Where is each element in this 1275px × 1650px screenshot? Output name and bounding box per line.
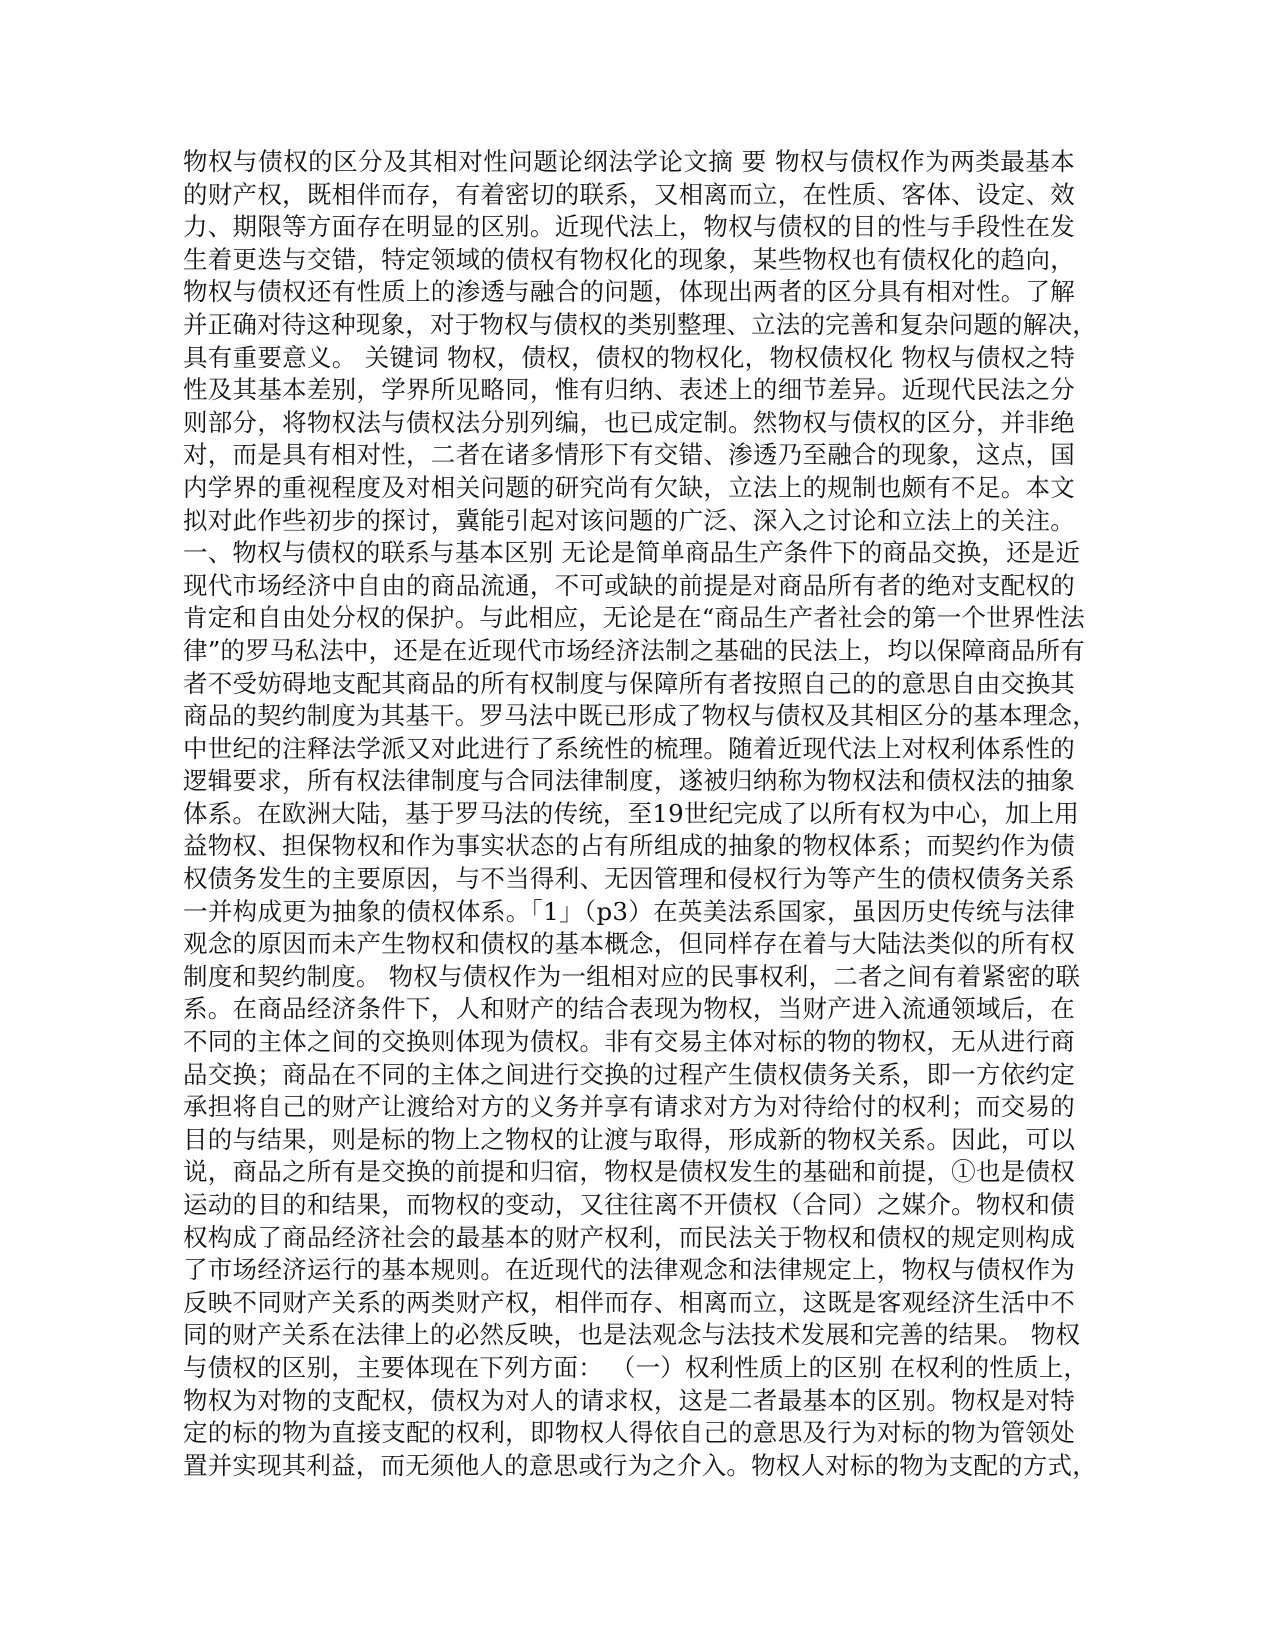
text-line: 内学界的重视程度及对相关问题的研究尚有欠缺，立法上的规制也颇有不足。本文	[183, 472, 1075, 502]
text-line: 者不受妨碍地支配其商品的所有权制度与保障所有者按照自己的的意思自由交换其	[183, 668, 1075, 698]
text-line: 一并构成更为抽象的债权体系。「1」（p3）在英美法系国家，虽因历史传统与法律	[183, 896, 1075, 926]
text-line: 现代市场经济中自由的商品流通，不可或缺的前提是对商品所有者的绝对支配权的	[183, 570, 1075, 600]
text-line: 则部分，将物权法与债权法分别列编，也已成定制。然物权与债权的区分，并非绝	[183, 407, 1075, 437]
text-line: 体系。在欧洲大陆，基于罗马法的传统，至19世纪完成了以所有权为中心，加上用	[183, 798, 1080, 828]
text-line: 反映不同财产关系的两类财产权，相伴而存、相离而立，这既是客观经济生活中不	[183, 1287, 1075, 1317]
text-line: 肯定和自由处分权的保护。与此相应，无论是在“商品生产者社会的第一个世界性法	[183, 603, 1085, 633]
text-line: 说，商品之所有是交换的前提和归宿，物权是债权发生的基础和前提，①也是债权	[183, 1157, 1075, 1187]
text-line: 的财产权，既相伴而存，有着密切的联系，又相离而立，在性质、客体、设定、效	[183, 179, 1075, 209]
text-line: 承担将自己的财产让渡给对方的义务并享有请求对方为对待给付的权利；而交易的	[183, 1092, 1075, 1122]
document-body	[183, 146, 1097, 1482]
text-line: 拟对此作些初步的探讨，冀能引起对该问题的广泛、深入之讨论和立法上的关注。	[183, 505, 1075, 535]
text-line: 物权与债权的区分及其相对性问题论纲法学论文摘 要 物权与债权作为两类最基本	[183, 147, 1075, 176]
text-line: 并正确对待这种现象，对于物权与债权的类别整理、立法的完善和复杂问题的解决，	[183, 309, 1097, 339]
text-line: 了市场经济运行的基本规则。在近现代的法律观念和法律规定上，物权与债权作为	[183, 1255, 1075, 1285]
text-line: 益物权、担保物权和作为事实状态的占有所组成的抽象的物权体系；而契约作为债	[183, 831, 1075, 861]
text-line: 与债权的区别，主要体现在下列方面： （一）权利性质上的区别 在权利的性质上，	[183, 1352, 1089, 1382]
text-line: 置并实现其利益，而无须他人的意思或行为之介入。物权人对标的物为支配的方式，	[183, 1450, 1097, 1480]
text-line: 力、期限等方面存在明显的区别。近现代法上，物权与债权的目的性与手段性在发	[183, 212, 1075, 242]
text-line: 逻辑要求，所有权法律制度与合同法律制度，遂被归纳称为物权法和债权法的抽象	[183, 766, 1075, 796]
text-line: 具有重要意义。 关键词 物权，债权，债权的物权化，物权债权化 物权与债权之特	[183, 342, 1075, 372]
text-line: 律”的罗马私法中，还是在近现代市场经济法制之基础的民法上，均以保障商品所有	[183, 635, 1085, 665]
text-line: 目的与结果，则是标的物上之物权的让渡与取得，形成新的物权关系。因此，可以	[183, 1124, 1075, 1154]
text-line: 不同的主体之间的交换则体现为债权。非有交易主体对标的物的物权，无从进行商	[183, 1027, 1075, 1057]
text-line: 对，而是具有相对性，二者在诸多情形下有交错、渗透乃至融合的现象，这点，国	[183, 440, 1075, 470]
text-line: 商品的契约制度为其基干。罗马法中既已形成了物权与债权及其相区分的基本理念，	[183, 701, 1097, 731]
text-line: 定的标的物为直接支配的权利，即物权人得依自己的意思及行为对标的物为管领处	[183, 1418, 1075, 1448]
text-line: 一、物权与债权的联系与基本区别 无论是简单商品生产条件下的商品交换，还是近	[183, 538, 1081, 568]
text-line: 制度和契约制度。 物权与债权作为一组相对应的民事权利，二者之间有着紧密的联	[183, 961, 1081, 991]
text-line: 权债务发生的主要原因，与不当得利、无因管理和侵权行为等产生的债权债务关系	[183, 864, 1075, 894]
text-line: 同的财产关系在法律上的必然反映，也是法观念与法技术发展和完善的结果。 物权	[183, 1320, 1081, 1350]
text-line: 观念的原因而未产生物权和债权的基本概念，但同样存在着与大陆法类似的所有权	[183, 929, 1075, 959]
text-line: 系。在商品经济条件下，人和财产的结合表现为物权，当财产进入流通领域后，在	[183, 994, 1075, 1024]
text-line: 权构成了商品经济社会的最基本的财产权利，而民法关于物权和债权的规定则构成	[183, 1222, 1075, 1252]
text-line: 性及其基本差别，学界所见略同，惟有归纳、表述上的细节差异。近现代民法之分	[183, 375, 1075, 405]
text-line: 物权为对物的支配权，债权为对人的请求权，这是二者最基本的区别。物权是对特	[183, 1385, 1075, 1415]
text-line: 生着更迭与交错，特定领域的债权有物权化的现象，某些物权也有债权化的趋向，	[183, 244, 1075, 274]
text-line: 中世纪的注释法学派又对此进行了系统性的梳理。随着近现代法上对权利体系性的	[183, 733, 1075, 763]
text-line: 物权与债权还有性质上的渗透与融合的问题，体现出两者的区分具有相对性。了解	[183, 277, 1075, 307]
text-line: 品交换；商品在不同的主体之间进行交换的过程产生债权债务关系，即一方依约定	[183, 1059, 1075, 1089]
text-line: 运动的目的和结果，而物权的变动，又往往离不开债权（合同）之媒介。物权和债	[183, 1190, 1075, 1219]
